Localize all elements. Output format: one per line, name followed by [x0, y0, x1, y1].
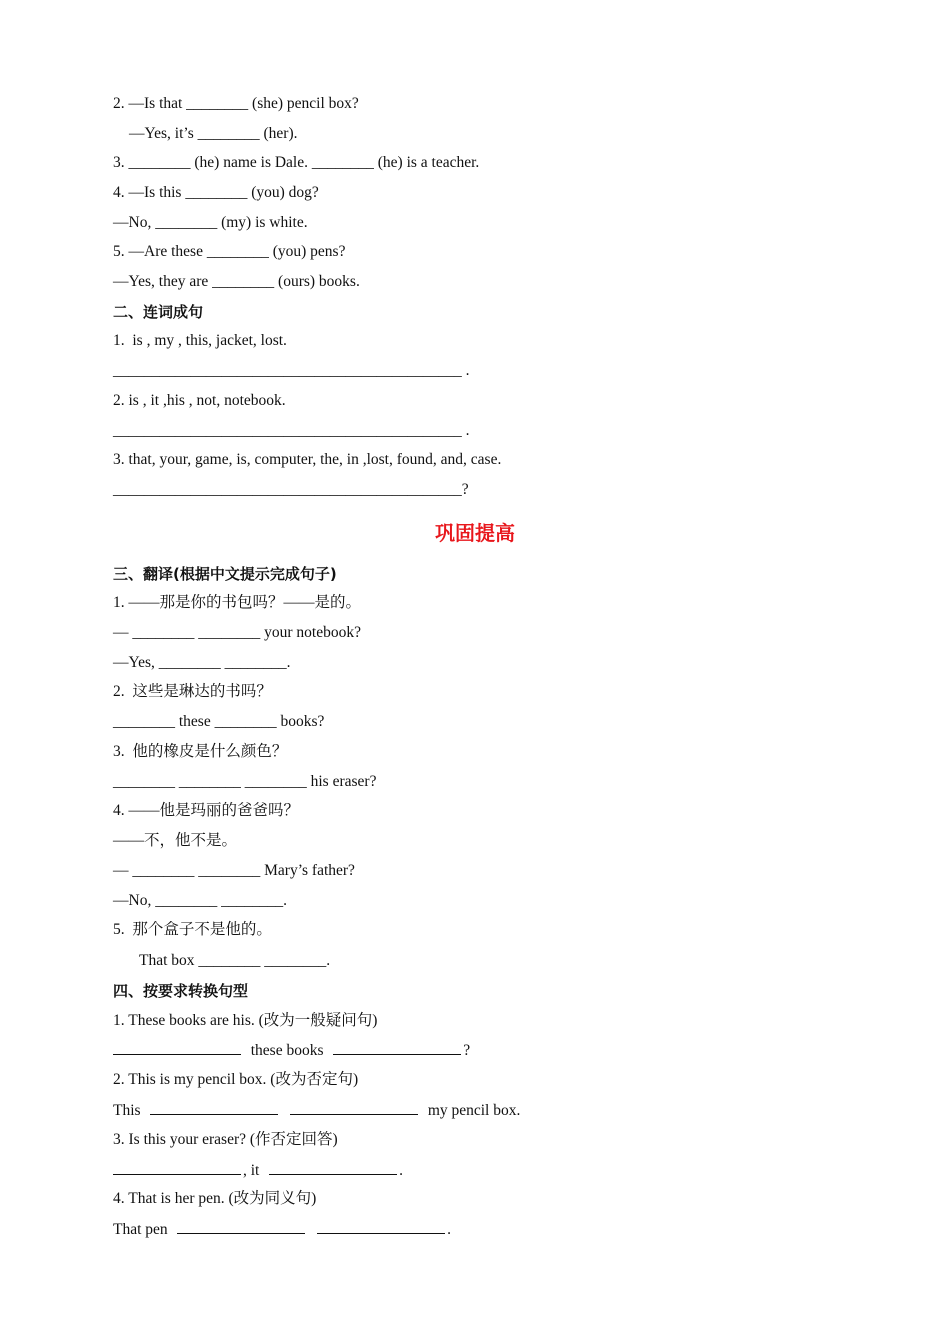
answer-row	[113, 1160, 403, 1180]
section-heading: 三、翻译(根据中文提示完成句子)	[113, 565, 337, 583]
answer-text: .	[399, 1162, 403, 1179]
exercise-question: 2. This is my pencil box. (改为否定句)	[113, 1071, 359, 1088]
exercise-line: —No, ________ (my) is white.	[113, 214, 308, 231]
exercise-question: 1. is , my , this, jacket, lost.	[113, 332, 287, 349]
exercise-question: 3. Is this your eraser? (作否定回答)	[113, 1131, 338, 1148]
answer-text: That pen	[113, 1221, 168, 1238]
exercise-line: 5. —Are these ________ (you) pens?	[113, 243, 346, 260]
exercise-line: 3. ________ (he) name is Dale. ________ (he) is a teacher.	[113, 154, 480, 171]
answer-text: ?	[463, 1042, 471, 1059]
answer-text: , it	[243, 1162, 260, 1179]
section-heading: 四、按要求转换句型	[113, 982, 249, 1000]
blank-line	[113, 1040, 241, 1055]
blank-line	[150, 1100, 278, 1115]
exercise-question: 4. That is her pen. (改为同义句)	[113, 1190, 317, 1207]
answer-row	[113, 1100, 520, 1120]
exercise-line: — ________ ________ your notebook?	[113, 624, 361, 641]
exercise-line: 1. ——那是你的书包吗？——是的。	[113, 594, 362, 611]
exercise-line: 3. 他的橡皮是什么颜色？	[113, 743, 288, 760]
exercise-line: 2. —Is that ________ (she) pencil box?	[113, 95, 359, 112]
exercise-line: — ________ ________ Mary’s father?	[113, 862, 355, 879]
exercise-line: —Yes, ________ ________.	[113, 654, 291, 671]
section-heading: 二、连词成句	[113, 303, 204, 321]
exercise-line: 4. —Is this ________ (you) dog?	[113, 184, 319, 201]
exercise-question: 3. that, your, game, is, computer, the, in ,lost, found, and, case.	[113, 451, 502, 468]
blank-line	[317, 1219, 445, 1234]
exercise-line: 2. 这些是琳达的书吗？	[113, 683, 272, 700]
exercise-question: 1. These books are his. (改为一般疑问句)	[113, 1012, 378, 1029]
blank-line	[177, 1219, 305, 1234]
answer-line: _____________________________________________?	[113, 481, 469, 498]
answer-row	[113, 1040, 470, 1060]
exercise-line: —No, ________ ________.	[113, 892, 287, 909]
section-title: 巩固提高	[435, 521, 515, 545]
exercise-line: —Yes, it’s ________ (her).	[129, 125, 298, 142]
blank-line	[333, 1040, 461, 1055]
exercise-line: ________ these ________ books?	[113, 713, 325, 730]
exercise-line: —Yes, they are ________ (ours) books.	[113, 273, 360, 290]
exercise-line: ________ ________ ________ his eraser?	[113, 773, 377, 790]
exercise-line: 4. ——他是玛丽的爸爸吗？	[113, 802, 300, 819]
answer-line: _____________________________________________ .	[113, 362, 470, 379]
exercise-line: That box ________ ________.	[139, 952, 331, 969]
answer-text: This	[113, 1102, 141, 1119]
answer-text: these books	[250, 1042, 324, 1059]
answer-row	[113, 1219, 451, 1239]
exercise-question: 2. is , it ,his , not, notebook.	[113, 392, 286, 409]
exercise-line: 5. 那个盒子不是他的。	[113, 921, 272, 938]
exercise-line: ——不，他不是。	[113, 832, 238, 849]
blank-line	[269, 1160, 397, 1175]
blank-line	[113, 1160, 241, 1175]
answer-line: _____________________________________________ .	[113, 422, 470, 439]
answer-text: my pencil box.	[427, 1102, 521, 1119]
answer-text: .	[447, 1221, 452, 1238]
blank-line	[290, 1100, 418, 1115]
